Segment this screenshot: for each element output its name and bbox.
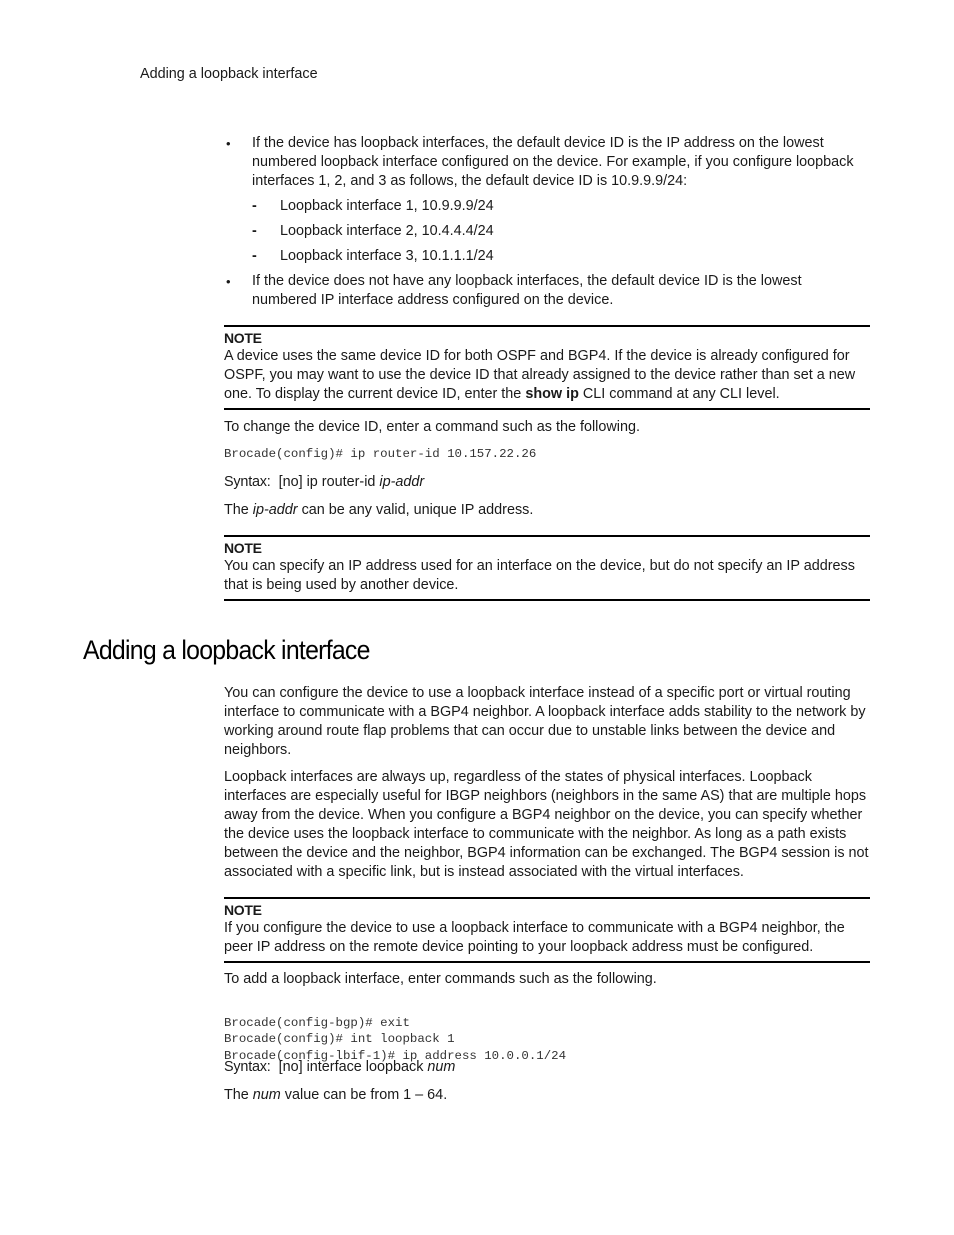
bullet-text: If the device does not have any loopback interfaces, the default device ID is the lowest numbered IP interface address configured on the device. (252, 273, 802, 308)
code-line: Brocade(config-bgp)# exit (224, 1015, 410, 1030)
bullet-text: If the device has loopback interfaces, the default device ID is the IP address on the lowest numbered loopback interface configured on the device. For example, if you configure loopback interfaces 1, 2, and 3 as follows, the default device ID is 10.9.9.9/24: (252, 135, 854, 189)
syntax-label: Syntax: (224, 474, 271, 490)
note-text: A device uses the same device ID for both OSPF and BGP4. If the device is already configured for OSPF, you may want to use the device ID that already assigned to the device rather than set a new one. To display the current device ID, enter the show ip CLI command at any CLI level. (224, 348, 856, 402)
section-title: Adding a loopback interface (83, 635, 370, 665)
syntax-command: interface loopback (306, 1059, 424, 1075)
note-label: NOTE (224, 330, 262, 346)
device-id-bullet-list (224, 134, 870, 310)
list-item (224, 197, 870, 216)
subitem-text: Loopback interface 3, 10.1.1.1/24 (280, 248, 494, 264)
note-ip-address (224, 535, 870, 601)
list-item (224, 247, 870, 266)
body-paragraph: You can configure the device to use a loopback interface instead of a specific port or virtual routing interface to communicate with a BGP4 neighbor. A loopback interface adds stability to the network by working around route flap problems that can occur due to unstable links between the device and neighbors. (224, 685, 866, 758)
note-label: NOTE (224, 540, 262, 556)
code-line: Brocade(config-lbif-1)# ip address 10.0.0.1/24 (224, 1048, 567, 1063)
syntax-param: ip-addr (379, 474, 425, 490)
note-device-id (224, 325, 870, 410)
body-paragraph: Loopback interfaces are always up, regardless of the states of physical interfaces. Loopback interfaces are especially useful for IBGP neighbors (neighbors in the same AS) that are multiple hops away from the device. When you configure a BGP4 neighbor on the device, you can specify whether the device uses the loopback interface to communicate with the neighbor. As long as a path exists between the device and the neighbor, BGP4 information can be exchanged. The BGP4 session is not associated with a specific link, but is instead associated with the virtual interfaces. (224, 769, 869, 880)
subitem-text: Loopback interface 2, 10.4.4.4/24 (280, 223, 494, 239)
bullet-icon: • (226, 274, 231, 289)
subitem-text: Loopback interface 1, 10.9.9.9/24 (280, 198, 494, 214)
syntax-router-id: Syntax: [no] ip router-id ip-addr (224, 474, 425, 490)
syntax-command: ip router-id (306, 474, 376, 490)
syntax-label: Syntax: (224, 1059, 271, 1075)
code-line: Brocade(config)# int loopback 1 (224, 1032, 455, 1046)
note-loopback (224, 897, 870, 963)
dash-icon: - (252, 223, 257, 239)
syntax-keyword: no (282, 474, 299, 490)
syntax-keyword: no (282, 1059, 299, 1075)
list-item (224, 134, 870, 191)
code-router-id: Brocade(config)# ip router-id 10.157.22.26 (224, 447, 537, 461)
list-item (224, 222, 870, 241)
syntax-loopback: Syntax: [no] interface loopback num (224, 1059, 456, 1075)
add-loopback-intro: To add a loopback interface, enter commands such as the following. (224, 971, 657, 987)
running-header: Adding a loopback interface (140, 66, 318, 82)
command-name: show ip (525, 386, 579, 402)
bullet-icon: • (226, 136, 231, 151)
list-item (224, 272, 870, 310)
num-description: The num value can be from 1 – 64. (224, 1087, 448, 1103)
change-id-intro: To change the device ID, enter a command such as the following. (224, 419, 640, 435)
dash-icon: - (252, 248, 257, 264)
syntax-param: num (427, 1059, 456, 1075)
dash-icon: - (252, 198, 257, 214)
note-label: NOTE (224, 902, 262, 918)
ip-addr-description: The ip-addr can be any valid, unique IP address. (224, 502, 534, 518)
note-text: You can specify an IP address used for an interface on the device, but do not specify an IP address that is being used by another device. (224, 558, 855, 593)
note-text: If you configure the device to use a loopback interface to communicate with a BGP4 neighbor, the peer IP address on the remote device pointing to your loopback address must be configured. (224, 920, 845, 955)
